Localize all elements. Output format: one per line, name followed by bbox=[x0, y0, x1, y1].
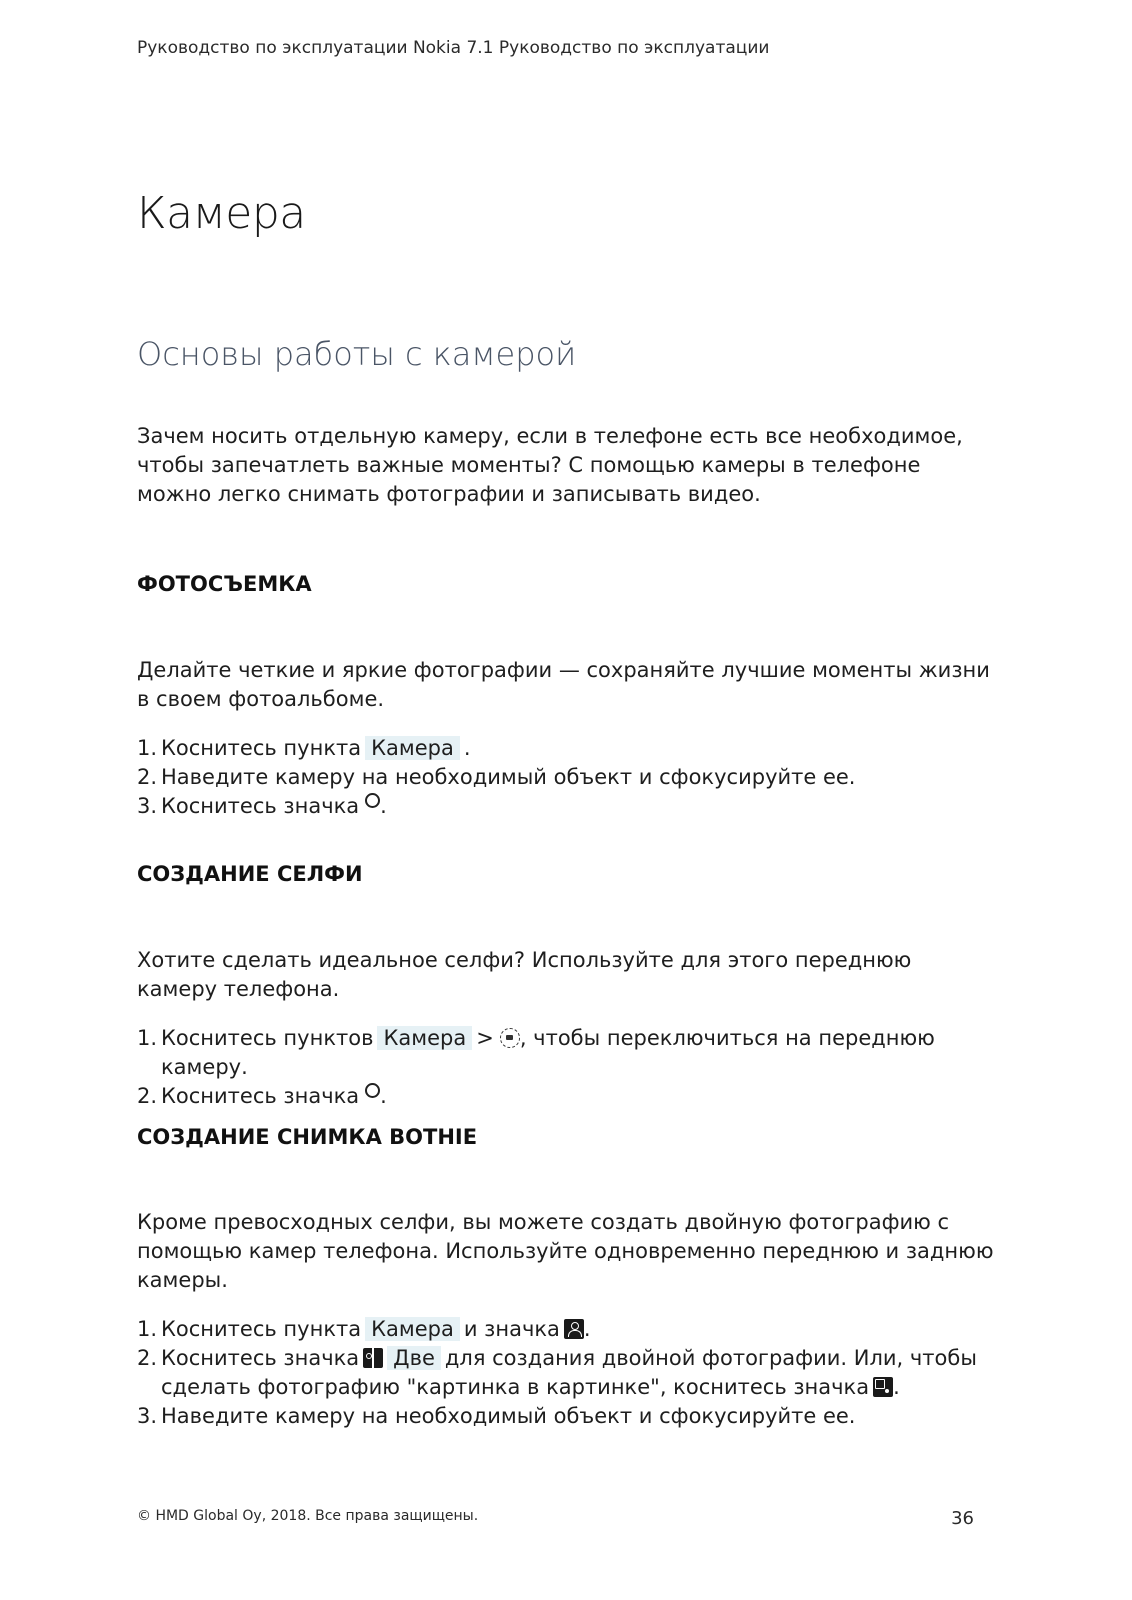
step-text: и значка bbox=[463, 1317, 560, 1341]
step-text: , чтобы переключиться на переднюю камеру. bbox=[161, 1026, 935, 1079]
step-text: . bbox=[893, 1375, 900, 1399]
step-number: 1. bbox=[137, 1317, 158, 1341]
photo-heading: ФОТОСЪЕМКА bbox=[137, 572, 312, 596]
step-text: для создания двойной фотографии. Или, чтобы сделать фотографию "картинка в картинке", коснитесь значка bbox=[161, 1346, 977, 1399]
step-text: > bbox=[476, 1026, 494, 1050]
step-text: Наведите камеру на необходимый объект и сфокусируйте ее. bbox=[161, 765, 856, 789]
footer-copyright: © HMD Global Oy, 2018. Все права защищены. bbox=[137, 1508, 479, 1524]
step-text: Коснитесь пункта bbox=[161, 1317, 362, 1341]
step-text: . bbox=[380, 1084, 387, 1108]
step-item bbox=[137, 734, 997, 763]
person-icon bbox=[564, 1319, 584, 1339]
pip-icon bbox=[873, 1377, 893, 1397]
step-number: 1. bbox=[137, 736, 158, 760]
selfie-heading: СОЗДАНИЕ СЕЛФИ bbox=[137, 862, 363, 886]
photo-text: Делайте четкие и яркие фотографии — сохраняйте лучшие моменты жизни в своем фотоальбоме. bbox=[137, 658, 990, 711]
bothie-paragraph bbox=[137, 1208, 997, 1295]
shutter-icon bbox=[365, 793, 380, 808]
bothie-heading: СОЗДАНИЕ СНИМКА BOTHIE bbox=[137, 1125, 478, 1149]
step-text: Коснитесь пункта bbox=[161, 736, 362, 760]
bothie-text: Кроме превосходных селфи, вы можете создать двойную фотографию с помощью камер телефона. Используйте одновременно переднюю и заднюю камеры. bbox=[137, 1210, 994, 1292]
step-text: Коснитесь значка bbox=[161, 794, 360, 818]
camera-ui-label: Камера bbox=[365, 736, 460, 760]
step-text: Коснитесь значка bbox=[161, 1346, 360, 1370]
step-item bbox=[137, 1082, 997, 1111]
step-item bbox=[137, 1024, 997, 1082]
step-number: 2. bbox=[137, 1346, 158, 1370]
step-text: . bbox=[380, 794, 387, 818]
step-number: 1. bbox=[137, 1026, 158, 1050]
dual-icon bbox=[363, 1348, 383, 1368]
camera-ui-label: Камера bbox=[365, 1317, 460, 1341]
step-number: 2. bbox=[137, 765, 158, 789]
step-text: Коснитесь значка bbox=[161, 1084, 360, 1108]
step-item bbox=[137, 792, 997, 821]
step-text: Наведите камеру на необходимый объект и сфокусируйте ее. bbox=[161, 1404, 856, 1428]
dual-ui-label: Две bbox=[387, 1346, 441, 1370]
selfie-paragraph bbox=[137, 946, 997, 1004]
photo-steps bbox=[137, 734, 997, 821]
selfie-text: Хотите сделать идеальное селфи? Используйте для этого переднюю камеру телефона. bbox=[137, 948, 912, 1001]
step-number: 3. bbox=[137, 1404, 158, 1428]
switch-camera-icon bbox=[500, 1028, 520, 1048]
step-number: 2. bbox=[137, 1084, 158, 1108]
bothie-steps bbox=[137, 1315, 997, 1431]
running-header: Руководство по эксплуатации Nokia 7.1 Руководство по эксплуатации bbox=[137, 38, 770, 58]
step-text: Коснитесь пунктов bbox=[161, 1026, 374, 1050]
section-title: Основы работы с камерой bbox=[137, 335, 577, 373]
selfie-steps bbox=[137, 1024, 997, 1111]
step-item bbox=[137, 1402, 997, 1431]
chapter-title: Камера bbox=[137, 188, 306, 239]
photo-paragraph bbox=[137, 656, 997, 714]
page-number: 36 bbox=[951, 1508, 974, 1529]
step-item bbox=[137, 763, 997, 792]
step-text: . bbox=[463, 736, 471, 760]
intro-text: Зачем носить отдельную камеру, если в телефоне есть все необходимое, чтобы запечатлеть важные моменты? С помощью камеры в телефоне можно легко снимать фотографии и записывать видео. bbox=[137, 424, 963, 506]
shutter-icon bbox=[365, 1083, 380, 1098]
step-text: . bbox=[583, 1317, 591, 1341]
step-item bbox=[137, 1344, 997, 1402]
step-number: 3. bbox=[137, 794, 158, 818]
step-item bbox=[137, 1315, 997, 1344]
camera-ui-label: Камера bbox=[377, 1026, 472, 1050]
intro-paragraph bbox=[137, 422, 997, 509]
